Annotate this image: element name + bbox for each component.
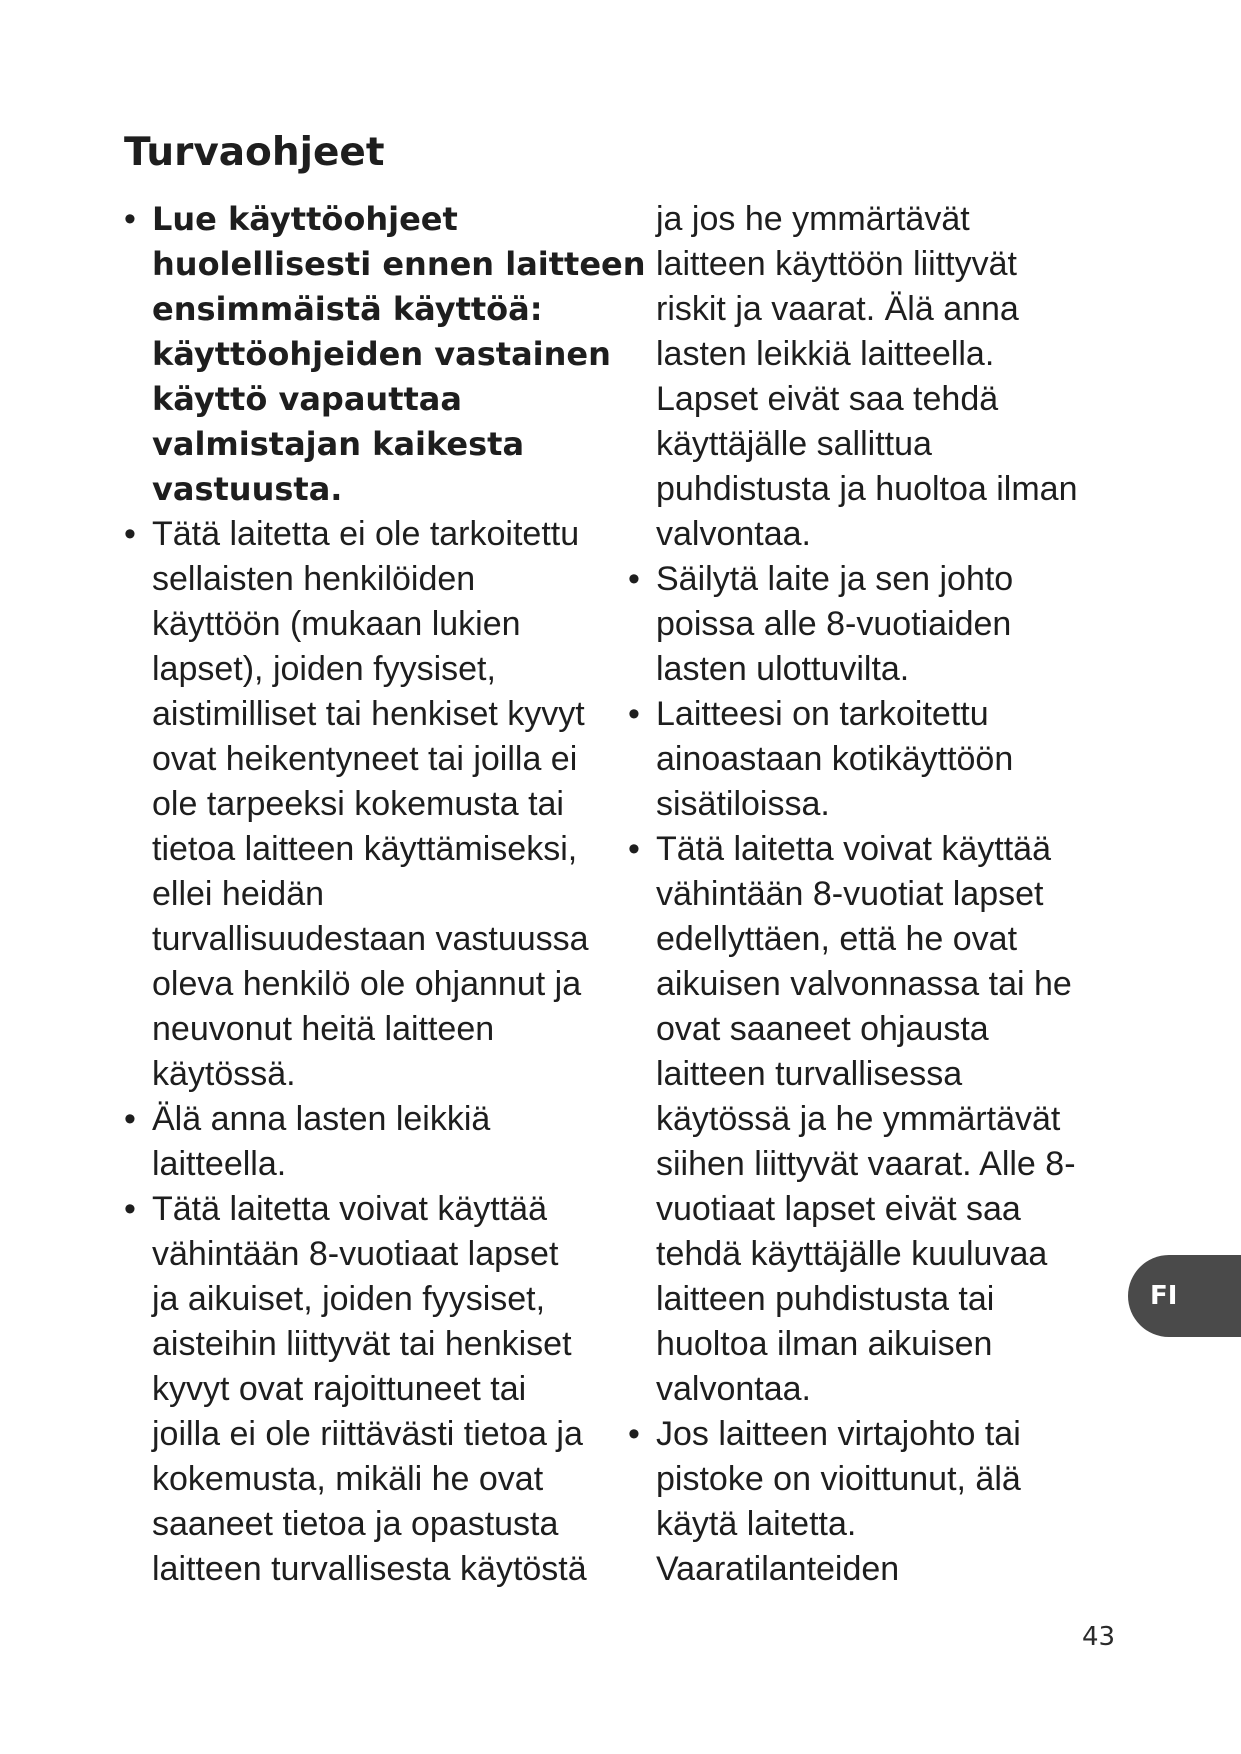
text-line: laitteen turvallisessa: [656, 1055, 963, 1093]
text-line: käytä laitetta.: [656, 1505, 857, 1543]
text-line: ensimmäistä käyttöä:: [152, 290, 543, 328]
text-line: oleva henkilö ole ohjannut ja: [152, 965, 582, 1003]
right-column: [628, 197, 1168, 1592]
text-line: kyvyt ovat rajoittuneet tai: [152, 1370, 527, 1408]
text-line: laitteen käyttöön liittyvät: [656, 245, 1017, 283]
text-line: • Säilytä laite ja sen johto: [656, 560, 1014, 598]
safety-continuation: [628, 197, 1168, 557]
text-line: sisätiloissa.: [656, 785, 830, 823]
text-line: vähintään 8-vuotiaat lapset: [152, 1235, 559, 1273]
text-line: lasten leikkiä laitteella.: [656, 335, 995, 373]
text-line: saaneet tietoa ja opastusta: [152, 1505, 559, 1543]
text-line: käytössä ja he ymmärtävät: [656, 1100, 1061, 1138]
text-line: valmistajan kaikesta: [152, 425, 525, 463]
text-line: aikuisen valvonnassa tai he: [656, 965, 1072, 1003]
text-line: lapset), joiden fyysiset,: [152, 650, 496, 688]
text-line: valvontaa.: [656, 515, 811, 553]
safety-bullet: [124, 1097, 654, 1187]
text-line: valvontaa.: [656, 1370, 811, 1408]
text-line: huolellisesti ennen laitteen: [152, 245, 646, 283]
text-line: käyttöön (mukaan lukien: [152, 605, 521, 643]
safety-bullet: [628, 1412, 1168, 1592]
text-line: ovat heikentyneet tai joilla ei: [152, 740, 578, 778]
text-line: laitteella.: [152, 1145, 287, 1183]
text-line: sellaisten henkilöiden: [152, 560, 476, 598]
text-line: riskit ja vaarat. Älä anna: [656, 290, 1019, 328]
text-line: • Tätä laitetta voivat käyttää: [656, 830, 1051, 868]
safety-bullet: [124, 197, 654, 512]
text-line: ja jos he ymmärtävät: [656, 200, 970, 238]
text-line: lasten ulottuvilta.: [656, 650, 910, 688]
safety-bullet: [124, 512, 654, 1097]
text-line: ole tarpeeksi kokemusta tai: [152, 785, 564, 823]
text-line: ellei heidän: [152, 875, 325, 913]
text-line: pistoke on vioittunut, älä: [656, 1460, 1021, 1498]
text-line: turvallisuudestaan vastuussa: [152, 920, 589, 958]
text-line: Vaaratilanteiden: [656, 1550, 900, 1588]
text-line: siihen liittyvät vaarat. Alle 8-: [656, 1145, 1076, 1183]
safety-bullet: [628, 557, 1168, 692]
text-line: • Tätä laitetta ei ole tarkoitettu: [152, 515, 580, 553]
text-line: laitteen turvallisesta käytöstä: [152, 1550, 587, 1588]
text-line: laitteen puhdistusta tai: [656, 1280, 995, 1318]
safety-bullet: [628, 827, 1168, 1412]
text-line: käyttö vapauttaa: [152, 380, 462, 418]
text-line: • Laitteesi on tarkoitettu: [656, 695, 989, 733]
text-line: kokemusta, mikäli he ovat: [152, 1460, 544, 1498]
text-line: ainoastaan kotikäyttöön: [656, 740, 1014, 778]
page-title: Turvaohjeet: [124, 130, 385, 175]
text-line: vähintään 8-vuotiat lapset: [656, 875, 1044, 913]
text-line: poissa alle 8-vuotiaiden: [656, 605, 1012, 643]
text-line: huoltoa ilman aikuisen: [656, 1325, 993, 1363]
text-line: aisteihin liittyvät tai henkiset: [152, 1325, 572, 1363]
text-line: tietoa laitteen käyttämiseksi,: [152, 830, 578, 868]
text-line: Lapset eivät saa tehdä: [656, 380, 999, 418]
text-line: vuotiaat lapset eivät saa: [656, 1190, 1021, 1228]
text-line: edellyttäen, että he ovat: [656, 920, 1018, 958]
page-number: 43: [1082, 1622, 1116, 1652]
text-line: neuvonut heitä laitteen: [152, 1010, 495, 1048]
text-line: puhdistusta ja huoltoa ilman: [656, 470, 1078, 508]
text-line: aistimilliset tai henkiset kyvyt: [152, 695, 585, 733]
text-line: • Lue käyttöohjeet: [152, 200, 458, 238]
safety-bullet: [628, 692, 1168, 827]
text-line: käyttäjälle sallittua: [656, 425, 932, 463]
text-line: tehdä käyttäjälle kuuluvaa: [656, 1235, 1048, 1273]
left-column: [124, 197, 654, 1592]
text-line: • Älä anna lasten leikkiä: [152, 1100, 491, 1138]
text-line: käytössä.: [152, 1055, 296, 1093]
text-line: vastuusta.: [152, 470, 343, 508]
language-tab: FI: [1128, 1255, 1241, 1337]
text-line: • Jos laitteen virtajohto tai: [656, 1415, 1021, 1453]
safety-bullet: [124, 1187, 654, 1592]
text-line: ovat saaneet ohjausta: [656, 1010, 989, 1048]
text-line: • Tätä laitetta voivat käyttää: [152, 1190, 547, 1228]
text-line: ja aikuiset, joiden fyysiset,: [152, 1280, 546, 1318]
text-line: joilla ei ole riittävästi tietoa ja: [152, 1415, 583, 1453]
text-line: käyttöohjeiden vastainen: [152, 335, 611, 373]
